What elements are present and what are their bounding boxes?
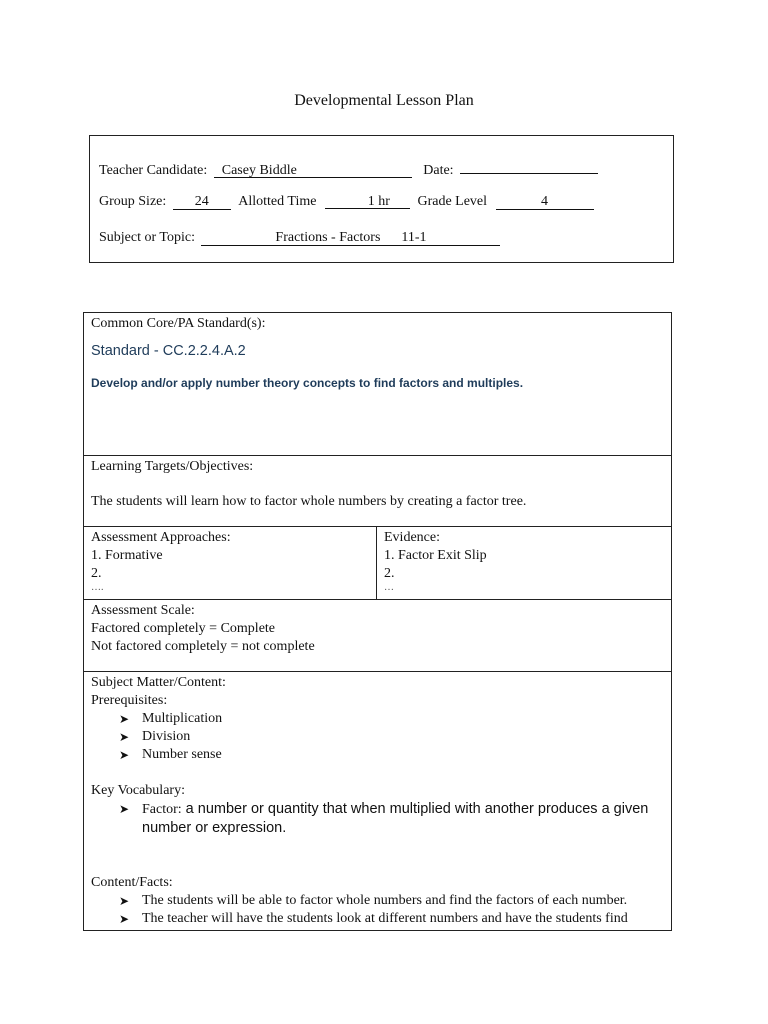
teacher-row (99, 158, 598, 179)
evidence-1: 1. Factor Exit Slip (384, 548, 487, 563)
arrow-bullet-icon: ➤ (119, 802, 130, 816)
arrow-bullet-icon: ➤ (119, 912, 130, 926)
vocab-term: Factor: (142, 802, 182, 817)
approach-2: 2. (91, 566, 102, 581)
subject-field: Fractions - Factors 11-1 (201, 230, 500, 246)
objectives-label: Learning Targets/Objectives: (91, 459, 254, 474)
list-item: ➤ The students will be able to factor whole numbers and find the factors of each number. (119, 893, 628, 908)
list-item: ➤ The teacher will have the students look at different numbers and have the students find (119, 911, 628, 926)
list-item (119, 800, 664, 838)
lesson-plan-table (83, 312, 672, 931)
vocab-list (91, 800, 664, 838)
assessment-scale-cell (84, 600, 672, 672)
arrow-bullet-icon: ➤ (119, 712, 130, 726)
subject-label: Subject or Topic: (99, 230, 195, 245)
scale-line-2: Not factored completely = not complete (91, 639, 315, 654)
approach-more: …. (91, 582, 104, 593)
standards-label: Common Core/PA Standard(s): (91, 316, 266, 331)
arrow-bullet-icon: ➤ (119, 748, 130, 762)
standards-cell (84, 313, 672, 456)
group-size-field: 24 (173, 194, 231, 210)
evidence-label: Evidence: (384, 530, 440, 545)
document-title: Developmental Lesson Plan (294, 92, 474, 109)
list-item: ➤ Multiplication (119, 711, 223, 726)
grade-level-field: 4 (496, 194, 594, 210)
arrow-bullet-icon: ➤ (119, 730, 130, 744)
teacher-field: Casey Biddle (214, 163, 412, 178)
prereq-list (91, 710, 664, 764)
approaches-label: Assessment Approaches: (91, 530, 231, 545)
assessment-approaches-cell (84, 527, 377, 600)
grade-level-label: Grade Level (417, 194, 488, 209)
scale-label: Assessment Scale: (91, 603, 195, 618)
prereq-label: Prerequisites: (91, 693, 168, 708)
teacher-label: Teacher Candidate: (99, 163, 208, 178)
standard-code: Standard - CC.2.2.4.A.2 (91, 343, 246, 359)
evidence-more: … (384, 582, 394, 593)
facts-label: Content/Facts: (91, 875, 173, 890)
list-item: ➤ Number sense (119, 747, 222, 762)
vocab-label: Key Vocabulary: (91, 783, 185, 798)
allotted-time-label: Allotted Time (238, 194, 317, 209)
scale-line-1: Factored completely = Complete (91, 621, 276, 636)
facts-list (91, 892, 664, 928)
date-field (460, 158, 598, 174)
list-item: ➤ Division (119, 729, 191, 744)
scale-row (84, 600, 672, 672)
objectives-cell (84, 456, 672, 527)
content-label: Subject Matter/Content: (91, 675, 226, 690)
arrow-bullet-icon: ➤ (119, 894, 130, 908)
objectives-row (84, 456, 672, 527)
lesson-header-box (89, 135, 674, 263)
objectives-text: The students will learn how to factor whole numbers by creating a factor tree. (91, 494, 527, 509)
date-label: Date: (423, 163, 454, 178)
group-size-label: Group Size: (99, 194, 167, 209)
content-row (84, 672, 672, 931)
evidence-cell (377, 527, 672, 600)
standard-description: Develop and/or apply number theory concepts to find factors and multiples. (91, 376, 524, 390)
assessment-row (84, 527, 672, 600)
evidence-2: 2. (384, 566, 395, 581)
group-row (99, 194, 594, 210)
subject-matter-cell (84, 672, 672, 931)
approach-1: 1. Formative (91, 548, 163, 563)
vocab-definition: a number or quantity that when multiplied with another produces a given number or expression. (142, 801, 649, 836)
allotted-time-field: 1 hr (325, 194, 410, 209)
standards-row (84, 313, 672, 456)
subject-row (99, 230, 500, 246)
